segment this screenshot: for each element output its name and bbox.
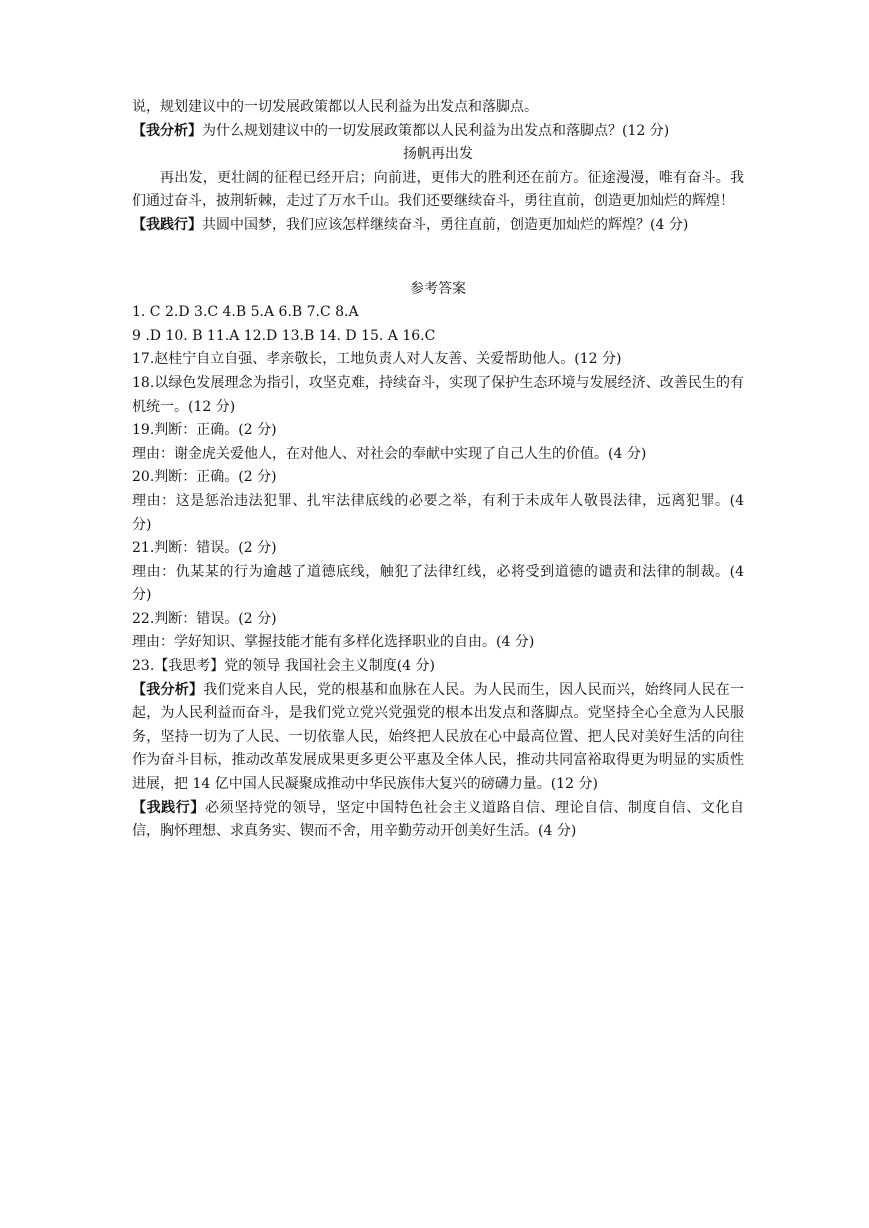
- answer-19-judgement: 19.判断：正确。(2 分): [132, 422, 277, 439]
- answer-analysis-tag: 【我分析】: [132, 681, 204, 698]
- answer-23-tag: 23.【我思考】: [132, 658, 225, 675]
- answer-23-think: [132, 655, 744, 679]
- spacer: [132, 238, 744, 278]
- answer-23-analysis: [132, 679, 744, 797]
- answer-23-practice: [132, 797, 744, 844]
- mc-answers-2: 9 .D 10. B 11.A 12.D 13.B 14. D 15. A 16.C: [132, 327, 436, 344]
- practice-tag: 【我践行】: [132, 216, 202, 233]
- practice-question: [132, 214, 744, 238]
- answer-analysis-text: 我们党来自人民，党的根基和血脉在人民。为人民而生，因人民而兴，始终同人民在一起，为人民利益而奋斗，是我们党立党兴党强党的根本出发点和落脚点。党坚持全心全意为人民服务，坚持一切为了人民、一切依靠人民，始终把人民放在心中最高位置、把人民对美好生活的向往作为奋斗目标，推动改革发展成果更多更公平惠及全体人民，推动共同富裕取得更为明显的实质性进展，把 14 亿中国人民凝聚成推动中华民族伟大复兴的磅礴力量。(12 分): [132, 681, 745, 793]
- answer-22-reason: 理由：学好知识、掌握技能才能有多样化选择职业的自由。(4 分): [132, 634, 535, 651]
- answer-23-text: 党的领导 我国社会主义制度(4 分): [224, 658, 435, 675]
- answer-practice-tag: 【我践行】: [132, 799, 205, 816]
- answer-practice-text: 必须坚持党的领导，坚定中国特色社会主义道路自信、理论自信、制度自信、文化自信，胸怀理想、求真务实、锲而不舍，用辛勤劳动开创美好生活。(4 分): [132, 799, 745, 840]
- analysis-question-text: 为什么规划建议中的一切发展政策都以人民利益为出发点和落脚点？(12 分): [202, 122, 670, 139]
- analysis-question: [132, 120, 744, 144]
- continued-sentence: 说，规划建议中的一切发展政策都以人民利益为出发点和落脚点。: [132, 99, 538, 115]
- answer-18: 18.以绿色发展理念为指引，攻坚克难，持续奋斗，实现了保护生态环境与发展经济、改善民生的有机统一。(12 分): [132, 374, 744, 415]
- passage-paragraph: 再出发，更壮阔的征程已经开启；向前进，更伟大的胜利还在前方。征途漫漫，唯有奋斗。我们通过奋斗，披荆斩棘，走过了万水千山。我们还要继续奋斗，勇往直前，创造更加灿烂的辉煌！: [132, 169, 744, 210]
- practice-question-text: 共圆中国梦，我们应该怎样继续奋斗，勇往直前，创造更加灿烂的辉煌？(4 分): [202, 216, 689, 233]
- answer-22-judgement: 22.判断：错误。(2 分): [132, 610, 277, 627]
- answer-17: 17.赵桂宁自立自强、孝亲敬长，工地负责人对人友善、关爱帮助他人。(12 分): [132, 351, 622, 368]
- answer-20-judgement: 20.判断：正确。(2 分): [132, 469, 277, 486]
- section-title: 扬帆再出发: [403, 146, 473, 163]
- answer-21-judgement: 21.判断：错误。(2 分): [132, 540, 277, 557]
- answer-19-reason: 理由：谢金虎关爱他人，在对他人、对社会的奉献中实现了自己人生的价值。(4 分): [132, 445, 647, 462]
- answer-20-reason: 理由：这是惩治违法犯罪、扎牢法律底线的必要之举，有利于未成年人敬畏法律，远离犯罪。(4 分): [132, 492, 744, 533]
- document-page: [132, 96, 744, 844]
- answer-21-reason: 理由：仇某某的行为逾越了道德底线，触犯了法律红线，必将受到道德的谴责和法律的制裁。(4 分): [132, 563, 744, 604]
- mc-answers-1: 1. C 2.D 3.C 4.B 5.A 6.B 7.C 8.A: [132, 304, 359, 321]
- answers-heading: 参考答案: [410, 280, 466, 297]
- analysis-tag: 【我分析】: [132, 122, 202, 139]
